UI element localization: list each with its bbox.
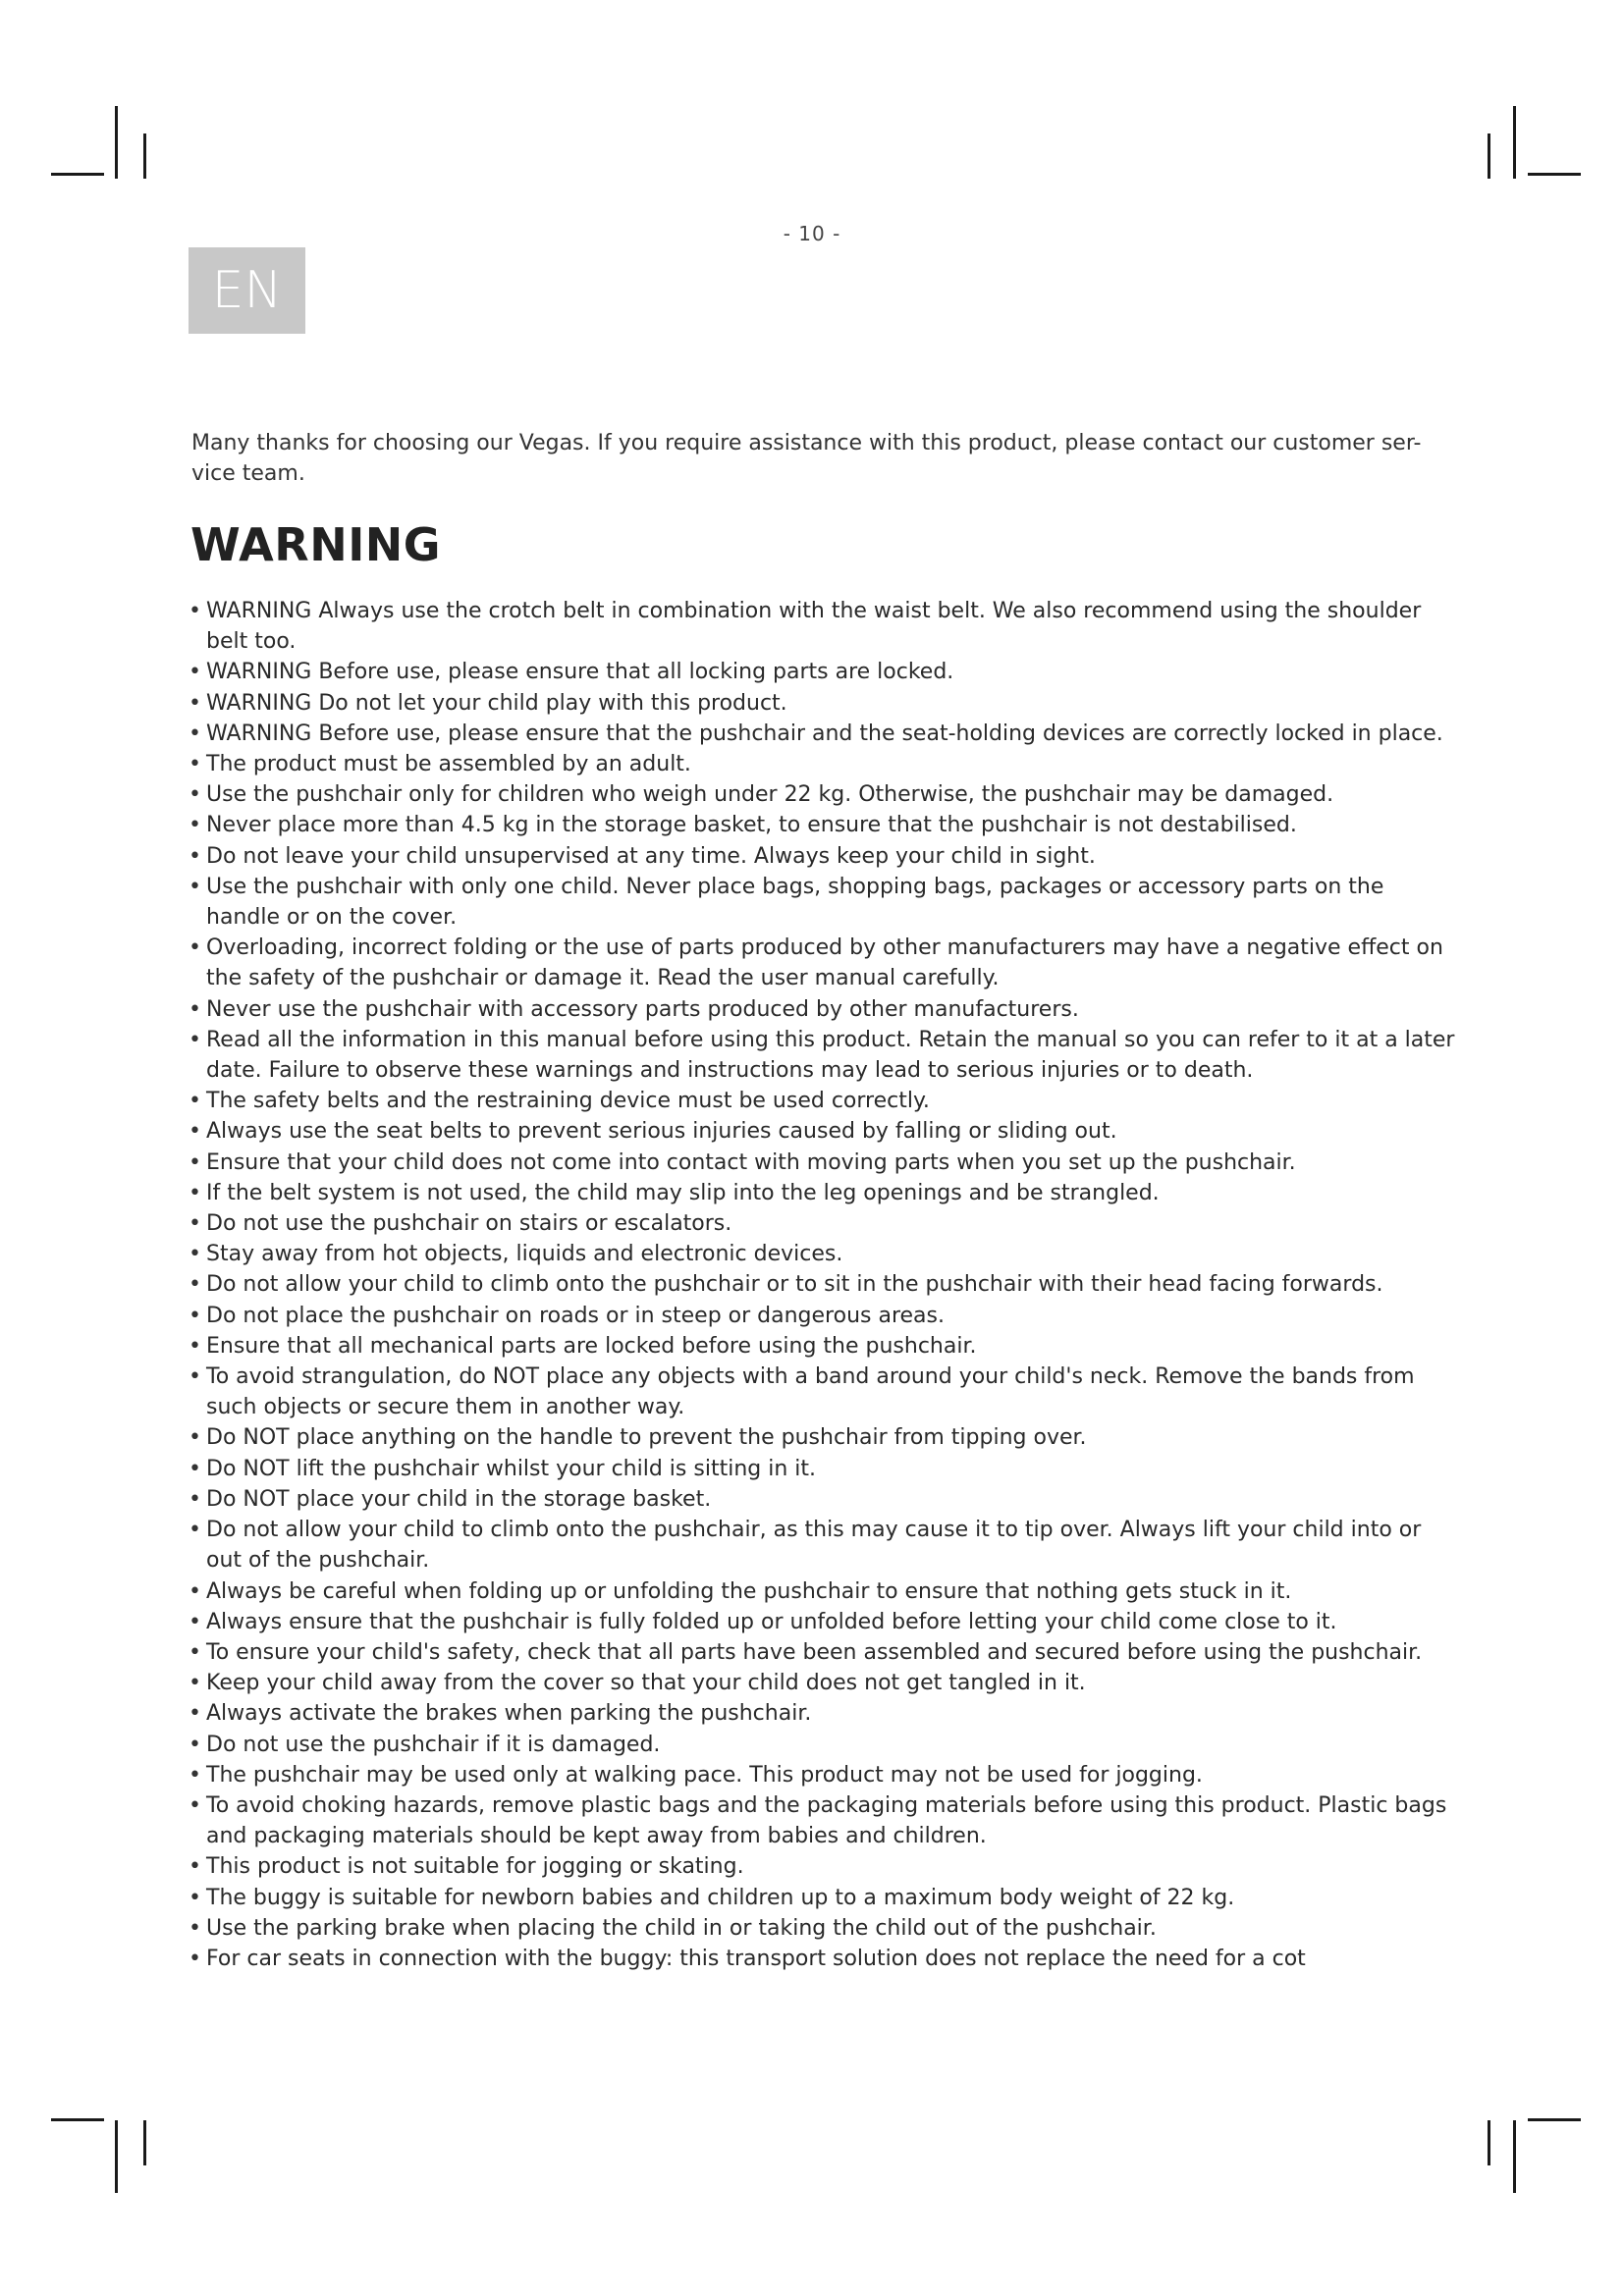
crop-mark-top-left-horizontal <box>51 173 104 176</box>
crop-mark-top-right-tick <box>1488 133 1490 179</box>
warning-item: • Ensure that all mechanical parts are locked before using the pushchair. <box>189 1331 1461 1362</box>
warning-item: • Do NOT lift the pushchair whilst your child is sitting in it. <box>189 1454 1461 1484</box>
crop-mark-top-right-vertical <box>1513 106 1516 179</box>
warning-item: • Never use the pushchair with accessory parts produced by other manufacturers. <box>189 994 1461 1025</box>
warning-item: • Always use the seat belts to prevent serious injuries caused by falling or sliding out. <box>189 1116 1461 1147</box>
warning-item: • Ensure that your child does not come into contact with moving parts when you set up the pushchair. <box>189 1148 1461 1178</box>
warning-item: • Read all the information in this manual before using this product. Retain the manual so you can refer to it at a later date. Failure to observe these warnings and instructions may lead to serious injuries or to death. <box>189 1025 1461 1086</box>
warning-item: • WARNING Do not let your child play with this product. <box>189 688 1461 719</box>
crop-mark-bottom-right-horizontal <box>1528 2118 1581 2121</box>
warning-item: • Always be careful when folding up or unfolding the pushchair to ensure that nothing gets stuck in it. <box>189 1576 1461 1607</box>
crop-mark-bottom-right-tick <box>1488 2120 1490 2165</box>
warning-item: • Do not use the pushchair if it is damaged. <box>189 1730 1461 1760</box>
warning-item: • WARNING Always use the crotch belt in combination with the waist belt. We also recommend using the shoulder belt too. <box>189 596 1461 657</box>
warning-item: • Overloading, incorrect folding or the use of parts produced by other manufacturers may have a negative effect on the safety of the pushchair or damage it. Read the user manual carefully. <box>189 933 1461 993</box>
crop-mark-top-left-vertical <box>115 106 118 179</box>
warning-item: • To avoid strangulation, do NOT place any objects with a band around your child's neck. Remove the bands from such objects or secure them in another way. <box>189 1362 1461 1422</box>
warning-item: • Always activate the brakes when parking the pushchair. <box>189 1698 1461 1729</box>
warning-item: • The buggy is suitable for newborn babies and children up to a maximum body weight of 22 kg. <box>189 1883 1461 1913</box>
warning-item: • The product must be assembled by an adult. <box>189 749 1461 779</box>
intro-paragraph: Many thanks for choosing our Vegas. If you require assistance with this product, please contact our customer ser-vice team. <box>191 431 1422 486</box>
warning-item: • To avoid choking hazards, remove plastic bags and the packaging materials before using this product. Plastic bags and packaging materials should be kept away from babies and children. <box>189 1790 1461 1851</box>
crop-mark-bottom-left-tick <box>143 2120 146 2165</box>
warning-item: • Use the pushchair with only one child. Never place bags, shopping bags, packages or accessory parts on the handle or on the cover. <box>189 872 1461 933</box>
language-badge: EN <box>189 247 305 334</box>
warning-item: • Do not use the pushchair on stairs or escalators. <box>189 1208 1461 1239</box>
warning-item: • The safety belts and the restraining device must be used correctly. <box>189 1086 1461 1116</box>
warning-item: • Do not place the pushchair on roads or in steep or dangerous areas. <box>189 1301 1461 1331</box>
warning-item: • Always ensure that the pushchair is fully folded up or unfolded before letting your child come close to it. <box>189 1607 1461 1637</box>
warning-item: • Never place more than 4.5 kg in the storage basket, to ensure that the pushchair is not destabilised. <box>189 810 1461 840</box>
crop-mark-bottom-right-vertical <box>1513 2120 1516 2193</box>
warning-item: • Do NOT place anything on the handle to prevent the pushchair from tipping over. <box>189 1422 1461 1453</box>
warning-item: • If the belt system is not used, the child may slip into the leg openings and be strangled. <box>189 1178 1461 1208</box>
warning-item: • For car seats in connection with the buggy: this transport solution does not replace the need for a cot <box>189 1944 1461 1974</box>
warning-item: • WARNING Before use, please ensure that all locking parts are locked. <box>189 657 1461 687</box>
warning-item: • The pushchair may be used only at walking pace. This product may not be used for jogging. <box>189 1760 1461 1790</box>
crop-mark-bottom-left-horizontal <box>51 2118 104 2121</box>
warning-item: • Keep your child away from the cover so that your child does not get tangled in it. <box>189 1668 1461 1698</box>
crop-mark-bottom-left-vertical <box>115 2120 118 2193</box>
warning-item: • Do not allow your child to climb onto the pushchair or to sit in the pushchair with their head facing forwards. <box>189 1269 1461 1300</box>
warning-list <box>189 596 1461 1974</box>
warning-item: • Stay away from hot objects, liquids and electronic devices. <box>189 1239 1461 1269</box>
warning-item: • Use the pushchair only for children who weigh under 22 kg. Otherwise, the pushchair may be damaged. <box>189 779 1461 810</box>
warning-item: • To ensure your child's safety, check that all parts have been assembled and secured before using the pushchair. <box>189 1637 1461 1668</box>
crop-mark-top-left-tick <box>143 133 146 179</box>
warning-item: • This product is not suitable for jogging or skating. <box>189 1851 1461 1882</box>
warning-item: • Use the parking brake when placing the child in or taking the child out of the pushchair. <box>189 1913 1461 1944</box>
warning-heading: WARNING <box>190 518 442 571</box>
warning-item: • Do NOT place your child in the storage basket. <box>189 1484 1461 1515</box>
warning-item: • Do not allow your child to climb onto the pushchair, as this may cause it to tip over. Always lift your child into or out of the pushchair. <box>189 1515 1461 1575</box>
warning-item: • WARNING Before use, please ensure that the pushchair and the seat-holding devices are correctly locked in place. <box>189 719 1461 749</box>
crop-mark-top-right-horizontal <box>1528 173 1581 176</box>
warning-item: • Do not leave your child unsupervised at any time. Always keep your child in sight. <box>189 841 1461 872</box>
page-number: - 10 - <box>783 222 841 245</box>
